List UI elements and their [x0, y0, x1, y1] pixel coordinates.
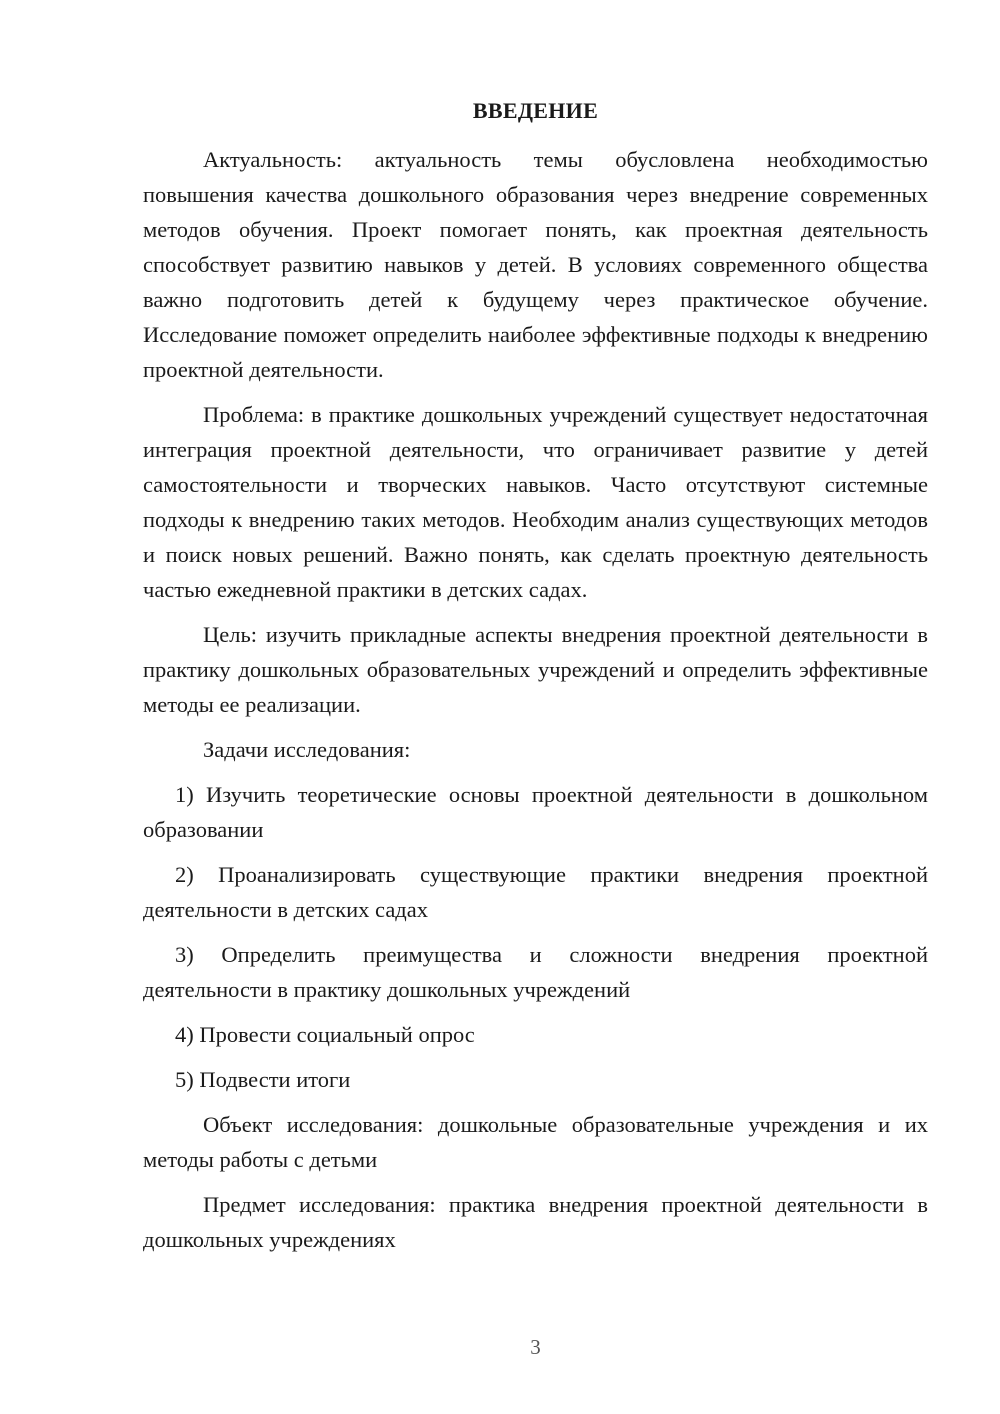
paragraph-problem: Проблема: в практике дошкольных учреждений существует недостаточная интеграция проектной деятельности, что ограничивает развитие у детей самостоятельности и творческих навыков. Часто отсутствуют системные подходы к внедрению таких методов. Необходим анализ существующих методов и поиск новых решений. Важно понять, как сделать проектную деятельность частью ежедневной практики в детских садах.: [143, 402, 928, 602]
task-item-1: 1) Изучить теоретические основы проектной деятельности в дошкольном образовании: [143, 782, 928, 842]
page-number: 3: [530, 1335, 541, 1359]
paragraph-object: Объект исследования: дошкольные образовательные учреждения и их методы работы с детьми: [143, 1112, 928, 1172]
task-item-3: 3) Определить преимущества и сложности внедрения проектной деятельности в практику дошкольных учреждений: [143, 942, 928, 1002]
task-item-4: 4) Провести социальный опрос: [175, 1022, 475, 1047]
paragraph-subject: Предмет исследования: практика внедрения проектной деятельности в дошкольных учреждениях: [143, 1192, 928, 1252]
paragraph-relevance: Актуальность: актуальность темы обусловлена необходимостью повышения качества дошкольного образования через внедрение современных методов обучения. Проект помогает понять, как проектная деятельность способствует развитию навыков у детей. В условиях современного общества важно подготовить детей к будущему через практическое обучение. Исследование поможет определить наиболее эффективные подходы к внедрению проектной деятельности.: [143, 147, 928, 382]
paragraph-tasks-title: Задачи исследования:: [203, 737, 411, 762]
section-heading: ВВЕДЕНИЕ: [472, 98, 599, 123]
document-page: [143, 0, 928, 1414]
task-item-2: 2) Проанализировать существующие практики внедрения проектной деятельности в детских садах: [143, 862, 928, 922]
task-item-5: 5) Подвести итоги: [175, 1067, 351, 1092]
paragraph-goal: Цель: изучить прикладные аспекты внедрения проектной деятельности в практику дошкольных образовательных учреждений и определить эффективные методы ее реализации.: [143, 622, 928, 717]
document-body: [143, 142, 928, 1267]
